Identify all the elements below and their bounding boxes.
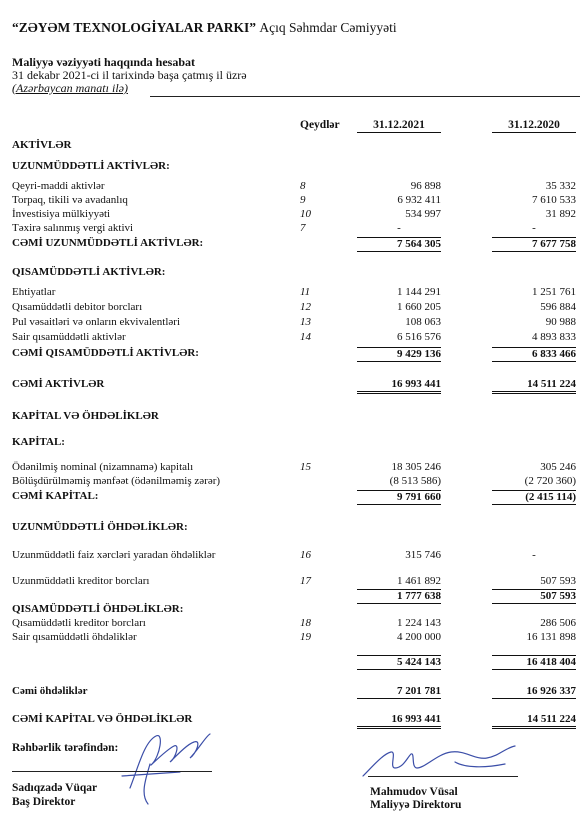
row-note: 10 — [300, 208, 311, 220]
row-label: CƏMİ KAPİTAL VƏ ÖHDƏLİKLƏR — [12, 713, 193, 725]
table-row — [0, 631, 586, 644]
on-behalf-label: Rəhbərlik tərəfindən: — [12, 742, 119, 754]
ceo-name: Sadıqzadə Vüqar — [12, 782, 98, 794]
report-currency: (Azərbaycan manatı ilə) — [12, 81, 128, 95]
col-header-2020: 31.12.2020 — [492, 119, 576, 133]
header-rule — [150, 96, 580, 97]
table-row — [0, 575, 586, 588]
row-note: 14 — [300, 331, 311, 343]
value-2021: 315 746 — [405, 549, 441, 561]
value-2020: 16 926 337 — [492, 685, 576, 699]
value-2020: 14 511 224 — [492, 378, 576, 394]
row-label: CƏMİ QISAMÜDDƏTLİ AKTİVLƏR: — [12, 347, 199, 359]
row-total-equity — [0, 490, 586, 503]
row-label: Pul vəsaitləri və onların ekvivalentləri — [12, 316, 181, 328]
table-row — [0, 208, 586, 221]
value-2021: 4 200 000 — [397, 631, 441, 643]
report-period: 31 dekabr 2021-ci il tarixində başa çatmış il üzrə — [12, 68, 247, 82]
value-2021: (8 513 586) — [389, 475, 441, 487]
row-label: Ödənilmiş nominal (nizamnamə) kapitalı — [12, 461, 194, 473]
value-2020: 4 893 833 — [532, 331, 576, 343]
row-note: 11 — [300, 286, 311, 298]
ceo-signature-line — [12, 771, 212, 772]
row-note: 9 — [300, 194, 306, 206]
company-name-suffix: Açıq Səhmdar Cəmiyyəti — [259, 20, 397, 35]
value-2021: 16 993 441 — [357, 713, 441, 729]
table-row — [0, 194, 586, 207]
table-row — [0, 180, 586, 193]
ceo-title: Baş Direktor — [12, 796, 76, 808]
value-2021: 1 777 638 — [357, 589, 441, 604]
value-2020: 16 418 404 — [492, 655, 576, 670]
row-label: CƏMİ AKTİVLƏR — [12, 378, 105, 390]
table-row — [0, 222, 586, 235]
table-row — [0, 475, 586, 488]
cfo-title: Maliyyə Direktoru — [370, 799, 462, 811]
table-row — [0, 301, 586, 314]
value-2021: 7 564 305 — [357, 237, 441, 252]
table-row — [0, 617, 586, 630]
row-note: 19 — [300, 631, 311, 643]
row-label: QISAMÜDDƏTLİ AKTİVLƏR: — [12, 266, 166, 278]
table-row — [0, 461, 586, 474]
row-label: UZUNMÜDDƏTLİ AKTİVLƏR: — [12, 160, 170, 172]
row-label: KAPİTAL VƏ ÖHDƏLİKLƏR — [12, 410, 159, 422]
value-2020: 35 332 — [545, 180, 576, 192]
value-2021: 96 898 — [410, 180, 441, 192]
value-2020: 286 506 — [540, 617, 576, 629]
value-2021: 1 224 143 — [397, 617, 441, 629]
value-2020: - — [532, 222, 536, 234]
row-label: UZUNMÜDDƏTLİ ÖHDƏLİKLƏR: — [12, 521, 188, 533]
col-header-2021: 31.12.2021 — [357, 119, 441, 133]
row-note: 12 — [300, 301, 311, 313]
row-label: İnvestisiya mülkiyyəti — [12, 208, 111, 220]
value-2021: 16 993 441 — [357, 378, 441, 394]
value-2020: 507 593 — [492, 589, 576, 604]
row-total-current-assets — [0, 347, 586, 360]
row-label: Qısamüddətli debitor borcları — [12, 301, 143, 313]
value-2021: 1 144 291 — [397, 286, 441, 298]
value-2020: 305 246 — [540, 461, 576, 473]
row-note: 16 — [300, 549, 311, 561]
value-2021: 6 516 576 — [397, 331, 441, 343]
value-2020: 507 593 — [540, 575, 576, 587]
row-label: Təxirə salınmış vergi aktivi — [12, 222, 134, 234]
value-2021: 108 063 — [405, 316, 441, 328]
ceo-signature — [110, 728, 220, 808]
row-label: Sair qısamüddətli öhdəliklər — [12, 631, 137, 643]
value-2020: 16 131 898 — [526, 631, 576, 643]
row-noncurrent-assets-heading — [0, 160, 586, 173]
value-2020: 1 251 761 — [532, 286, 576, 298]
row-noncurrent-liabilities-heading — [0, 521, 586, 534]
table-row — [0, 549, 586, 562]
row-label: Torpaq, tikili və avadanlıq — [12, 194, 128, 206]
row-label: Uzunmüddətli kreditor borcları — [12, 575, 150, 587]
value-2020: 90 988 — [545, 316, 576, 328]
value-2020: 596 884 — [540, 301, 576, 313]
row-subtotal-noncurrent-liabilities — [0, 589, 586, 602]
value-2020: 31 892 — [545, 208, 576, 220]
row-note: 13 — [300, 316, 311, 328]
row-current-assets-heading — [0, 266, 586, 279]
value-2021: 1 461 892 — [397, 575, 441, 587]
value-2021: 9 791 660 — [357, 490, 441, 505]
row-label: AKTİVLƏR — [12, 139, 72, 151]
row-label: CƏMİ UZUNMÜDDƏTLİ AKTİVLƏR: — [12, 237, 204, 249]
value-2020: (2 415 114) — [492, 490, 576, 505]
value-2021: 6 932 411 — [397, 194, 441, 206]
row-total-noncurrent-assets — [0, 237, 586, 250]
value-2020: 7 610 533 — [532, 194, 576, 206]
row-label: Bölüşdürülməmiş mənfəət (ödənilməmiş zərər) — [12, 475, 221, 487]
company-name-main: “ZƏYƏM TEXNOLOGİYALAR PARKI” — [12, 20, 256, 35]
row-label: Qısamüddətli kreditor borcları — [12, 617, 146, 629]
row-label: Uzunmüddətli faiz xərcləri yaradan öhdəliklər — [12, 549, 216, 561]
row-equity-liabilities-heading — [0, 410, 586, 423]
row-note: 7 — [300, 222, 306, 234]
table-row — [0, 331, 586, 344]
value-2021: 1 660 205 — [397, 301, 441, 313]
value-2020: 7 677 758 — [492, 237, 576, 252]
row-label: QISAMÜDDƏTLİ ÖHDƏLİKLƏR: — [12, 603, 184, 615]
row-total-equity-liabilities — [0, 713, 586, 726]
value-2021: 18 305 246 — [391, 461, 441, 473]
value-2021: - — [397, 222, 401, 234]
row-total-assets — [0, 378, 586, 391]
table-row — [0, 286, 586, 299]
row-note: 17 — [300, 575, 311, 587]
row-label: KAPİTAL: — [12, 436, 65, 448]
company-name — [12, 20, 397, 36]
row-label: Qeyri-maddi aktivlər — [12, 180, 105, 192]
value-2021: 534 997 — [405, 208, 441, 220]
value-2020: 6 833 466 — [492, 347, 576, 362]
row-assets-heading — [0, 139, 586, 152]
row-label: Sair qısamüddətli aktivlər — [12, 331, 126, 343]
row-label: CƏMİ KAPİTAL: — [12, 490, 99, 502]
value-2020: - — [532, 549, 536, 561]
value-2021: 5 424 143 — [357, 655, 441, 670]
value-2021: 7 201 781 — [357, 685, 441, 699]
row-equity-heading — [0, 436, 586, 449]
value-2020: 14 511 224 — [492, 713, 576, 729]
row-subtotal-current-liabilities — [0, 655, 586, 668]
row-current-liabilities-heading — [0, 603, 586, 616]
row-label: Cəmi öhdəliklər — [12, 685, 88, 697]
report-title: Maliyyə vəziyyəti haqqında hesabat — [12, 55, 196, 69]
row-note: 8 — [300, 180, 306, 192]
cfo-signature-line — [368, 776, 518, 777]
row-total-liabilities — [0, 685, 586, 698]
row-label: Ehtiyatlar — [12, 286, 56, 298]
table-row — [0, 316, 586, 329]
value-2020: (2 720 360) — [524, 475, 576, 487]
row-note: 18 — [300, 617, 311, 629]
value-2021: 9 429 136 — [357, 347, 441, 362]
row-note: 15 — [300, 461, 311, 473]
col-header-notes: Qeydlər — [300, 119, 340, 131]
cfo-name: Mahmudov Vüsal — [370, 786, 458, 798]
